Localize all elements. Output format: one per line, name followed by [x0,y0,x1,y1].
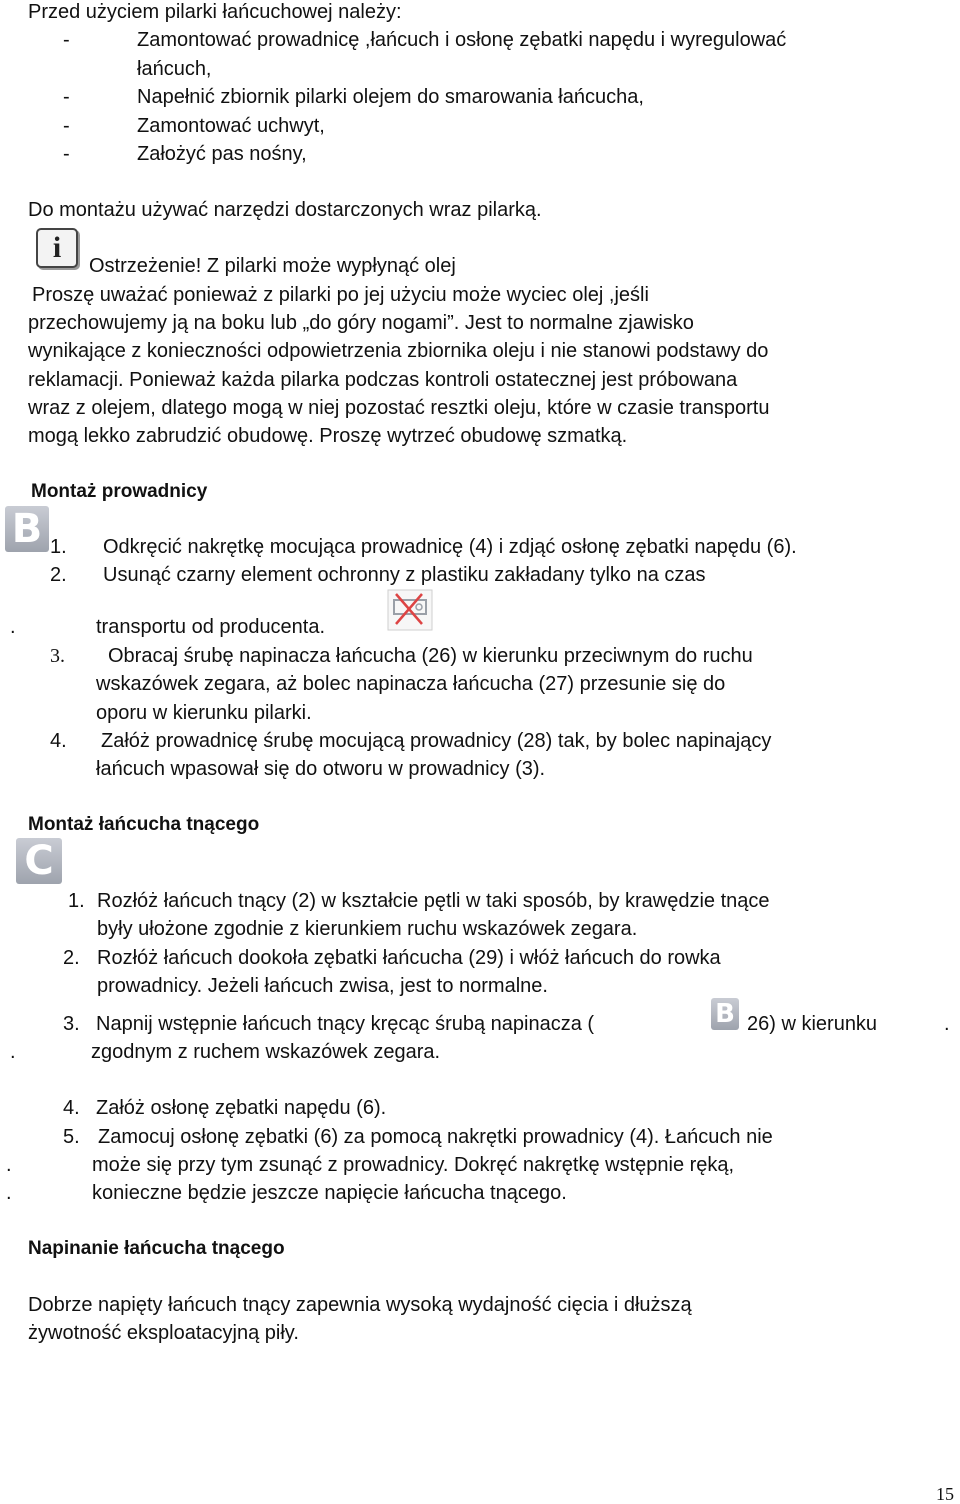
section-heading-c: Montaż łańcucha tnącego [28,814,260,835]
info-icon [36,228,78,268]
section-heading-b: Montaż prowadnicy [31,481,208,502]
tools-note: Do montażu używać narzędzi dostarczonych wraz pilarką. [28,199,542,221]
step-text: prowadnicy. Jeżeli łańcuch zwisa, jest to normalne. [97,975,548,997]
step-text: łańcuch wpasował się do otworu w prowadnicy (3). [96,758,546,780]
warning-line: wraz z olejem, dlatego mogą w niej pozostać resztki oleju, które w czasie transportu [28,397,770,419]
step-number: 3. [50,645,65,667]
stray-dot: . [944,1013,950,1035]
warning-line: mogą lekko zabrudzić obudowę. Proszę wytrzeć obudowę szmatką. [28,425,628,447]
step-text: Załóż prowadnicę śrubę mocującą prowadnicy (28) tak, by bolec napinający [101,730,772,752]
step-text: Rozłóż łańcuch tnący (2) w kształcie pętli w taki sposób, by krawędzie tnące [97,890,770,912]
step-number: 5. [63,1126,80,1148]
remove-protector-icon [386,588,434,632]
list-dash: - [63,143,70,165]
step-text: 26) w kierunku [747,1013,878,1035]
figure-b-inline-icon: B [711,998,739,1030]
step-text: wskazówek zegara, aż bolec napinacza łańcucha (27) przesunie się do [96,673,726,695]
step-text: Rozłóż łańcuch dookoła zębatki łańcucha (29) i włóż łańcuch do rowka [97,947,721,969]
list-item: Zamontować uchwyt, [137,115,325,137]
step-text: zgodnym z ruchem wskazówek zegara. [91,1041,441,1063]
stray-dot: . [6,1154,12,1176]
step-text: Napnij wstępnie łańcuch tnący kręcąc śrubą napinacza ( [96,1013,595,1035]
step-text: Odkręcić nakrętkę mocująca prowadnicę (4) i zdjąć osłonę zębatki napędu (6). [103,536,797,558]
stray-dot: . [10,616,16,638]
step-number: 2. [63,947,80,969]
step-text: Usunąć czarny element ochronny z plastiku zakładany tylko na czas [103,564,706,586]
list-item: Napełnić zbiornik pilarki olejem do smarowania łańcucha, [137,86,644,108]
list-item: łańcuch, [137,58,212,80]
stray-dot: . [6,1182,12,1204]
step-text: Obracaj śrubę napinacza łańcucha (26) w kierunku przeciwnym do ruchu [108,645,753,667]
step-number: 2. [50,564,67,586]
step-number: 1. [50,536,67,558]
step-number: 1. [68,890,85,912]
paragraph-line: żywotność eksploatacyjną piły. [28,1322,299,1344]
step-text: Zamocuj osłonę zębatki (6) za pomocą nakrętki prowadnicy (4). Łańcuch nie [98,1126,773,1148]
intro-heading: Przed użyciem pilarki łańcuchowej należy: [28,1,402,23]
warning-line: Proszę uważać ponieważ z pilarki po jej użyciu może wyciec olej ,jeśli [32,284,649,306]
step-text: były ułożone zgodnie z kierunkiem ruchu wskazówek zegara. [97,918,638,940]
list-item: Założyć pas nośny, [137,143,307,165]
stray-dot: . [10,1041,16,1063]
info-icon-letter: i [52,231,62,264]
paragraph-line: Dobrze napięty łańcuch tnący zapewnia wysoką wydajność cięcia i dłuższą [28,1294,692,1316]
figure-c-icon: C [16,838,62,884]
step-number: 3. [63,1013,80,1035]
list-dash: - [63,29,70,51]
step-text: oporu w kierunku pilarki. [96,702,312,724]
step-text: transportu od producenta. [96,616,326,638]
step-text: konieczne będzie jeszcze napięcie łańcucha tnącego. [92,1182,567,1204]
step-text: może się przy tym zsunąć z prowadnicy. Dokręć nakrętkę wstępnie ręką, [92,1154,735,1176]
list-item: Zamontować prowadnicę ,łańcuch i osłonę zębatki napędu i wyregulować [137,29,787,51]
list-dash: - [63,115,70,137]
list-dash: - [63,86,70,108]
figure-b-icon: B [5,506,49,552]
warning-line: reklamacji. Ponieważ każda pilarka podczas kontroli ostatecznej jest próbowana [28,369,738,391]
warning-line: przechowujemy ją na boku lub „do góry nogami”. Jest to normalne zjawisko [28,312,694,334]
step-number: 4. [63,1097,80,1119]
warning-line: wynikające z konieczności odpowietrzenia zbiornika oleju i nie stanowi podstawy do [28,340,769,362]
section-heading-tension: Napinanie łańcucha tnącego [28,1238,285,1259]
step-text: Załóż osłonę zębatki napędu (6). [96,1097,387,1119]
warning-title: Ostrzeżenie! Z pilarki może wypłynąć olej [89,255,456,277]
page-number: 15 [936,1484,954,1504]
step-number: 4. [50,730,67,752]
